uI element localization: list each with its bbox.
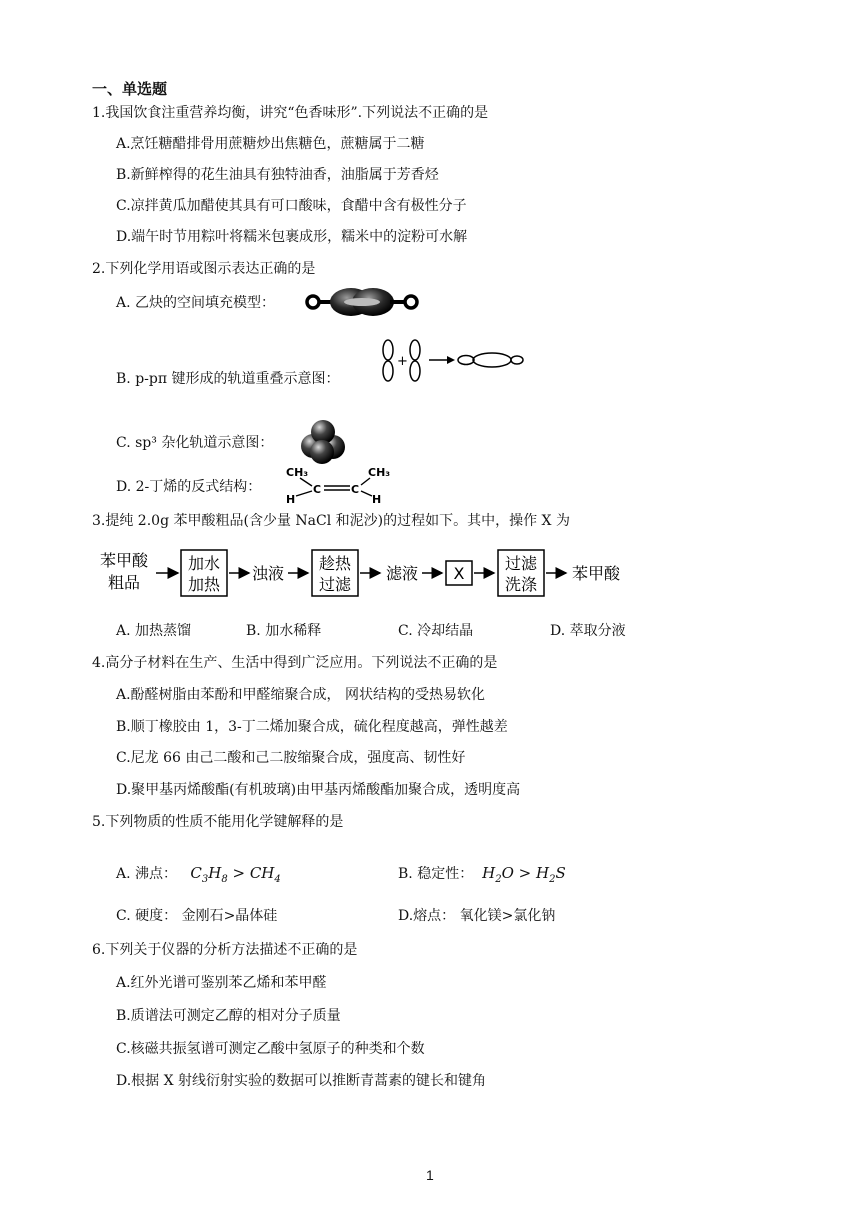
flow-box4-line2: 洗涤 [504,575,538,594]
c-left-label: C [313,483,322,496]
question-4-option-c: C.尼龙 66 由己二酸和己二胺缩聚合成，强度高、韧性好 [116,750,466,766]
sp3-hybrid-orbital-diagram [295,418,350,466]
question-2-option-c: C. sp³ 杂化轨道示意图： [116,435,274,451]
flow-box2-line1: 趁热 [318,554,352,573]
trans-2-butene-structure [282,462,392,506]
h-left-label: H [286,493,296,506]
question-1-stem: 1.我国饮食注重营养均衡，讲究“色香味形”.下列说法不正确的是 [92,105,489,121]
question-5-option-b-formula: $H_2O > H_2S$ [482,864,566,885]
question-6-option-d: D.根据 X 射线衍射实验的数据可以推断青蒿素的键长和键角 [116,1073,487,1089]
question-1-option-b: B.新鲜榨得的花生油具有独特油香，油脂属于芳香烃 [116,167,439,183]
question-4-stem: 4.高分子材料在生产、生活中得到广泛应用。下列说法不正确的是 [92,655,498,671]
c-right-label: C [351,483,360,496]
question-4-option-d: D.聚甲基丙烯酸酯(有机玻璃)由甲基丙烯酸酯加聚合成，透明度高 [116,782,521,798]
flow-box2-line2: 过滤 [318,575,352,594]
flow-start-line1: 苯甲酸 [99,551,149,570]
acetylene-space-filling-model [305,286,420,318]
question-2-option-b: B. p-pπ 键形成的轨道重叠示意图： [116,371,340,387]
question-5-option-b-label: B. 稳定性： [398,866,474,882]
flow-mid1: 浊液 [251,564,285,583]
flow-box3: X [453,564,465,583]
ch3-left-label: CH₃ [286,466,309,479]
question-6-option-c: C.核磁共振氢谱可测定乙酸中氢原子的种类和个数 [116,1041,425,1057]
question-2-option-d: D. 2-丁烯的反式结构： [116,479,262,495]
ch3-right-label: CH₃ [368,466,391,479]
section-title: 一、单选题 [92,80,168,98]
question-1-option-c: C.凉拌黄瓜加醋使其具有可口酸味，食醋中含有极性分子 [116,198,467,214]
flow-mid2: 滤液 [385,564,419,583]
flow-box4-line1: 过滤 [504,554,538,573]
h-right-label: H [372,493,382,506]
page-number: 1 [426,1167,434,1183]
question-6-option-a: A.红外光谱可鉴别苯乙烯和苯甲醛 [116,975,327,991]
question-5-option-a [116,864,281,889]
question-6-stem: 6.下列关于仪器的分析方法描述不正确的是 [92,942,358,958]
question-3-option-c: C. 冷却结晶 [398,623,474,639]
question-1-option-d: D.端午时节用粽叶将糯米包裹成形，糯米中的淀粉可水解 [116,229,468,245]
question-2-option-a: A. 乙炔的空间填充模型： [116,295,276,311]
flow-start-line2: 粗品 [107,573,141,592]
flow-box1-line1: 加水 [187,554,221,573]
question-5-stem: 5.下列物质的性质不能用化学键解释的是 [92,814,344,830]
question-5-option-b [398,864,566,889]
question-5-option-c: C. 硬度： 金刚石>晶体硅 [116,908,278,924]
question-3-stem: 3.提纯 2.0g 苯甲酸粗品(含少量 NaCl 和泥沙)的过程如下。其中，操作 X 为 [92,513,570,529]
purification-flowchart [92,542,742,600]
hydrogen-atom-left [307,296,319,308]
question-4-option-b: B.顺丁橡胶由 1，3-丁二烯加聚合成，硫化程度越高，弹性越差 [116,719,508,735]
question-1-option-a: A.烹饪糖醋排骨用蔗糖炒出焦糖色，蔗糖属于二糖 [116,136,425,152]
question-4-option-a: A.酚醛树脂由苯酚和甲醛缩聚合成， 网状结构的受热易软化 [116,687,486,703]
svg-text:+: + [397,354,408,369]
hydrogen-atom-right [405,296,417,308]
flow-box1-line2: 加热 [187,575,221,594]
question-5-option-d: D.熔点： 氧化镁>氯化钠 [398,908,556,924]
question-5-option-a-formula: $C_3H_8 > CH_4$ [190,864,281,885]
question-3-option-a: A. 加热蒸馏 [116,623,192,639]
question-3-option-d: D. 萃取分液 [550,623,626,639]
flow-end: 苯甲酸 [571,564,621,583]
p-p-pi-orbital-overlap-diagram [375,338,525,384]
question-6-option-b: B.质谱法可测定乙醇的相对分子质量 [116,1008,341,1024]
question-2-stem: 2.下列化学用语或图示表达正确的是 [92,261,316,277]
question-5-option-a-label: A. 沸点： [116,866,178,882]
question-3-option-b: B. 加水稀释 [246,623,322,639]
